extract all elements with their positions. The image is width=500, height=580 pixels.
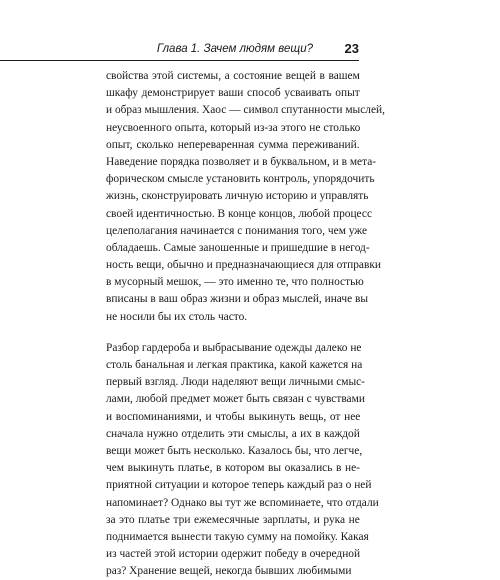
text-line: шкафу демонстрирует ваши способ усваивать опыт	[106, 87, 360, 100]
text-line: лами, любой предмет может быть связан с чувствами	[106, 393, 365, 406]
text-line: первый взгляд. Люди наделяют вещи личными смыс-	[106, 376, 365, 389]
text-line: вещи может быть несколько. Казалось бы, что легче,	[106, 444, 363, 457]
text-line: свойства этой системы, а состояние вещей в вашем	[106, 70, 360, 82]
text-line: Наведение порядка позволяет и в буквальном, и в мета-	[106, 155, 377, 168]
text-line: столь банальная и легкая практика, какой кажется на	[106, 359, 363, 371]
text-line: напоминает? Однако вы тут же вспоминаете, что отдали	[106, 496, 379, 509]
text-line: не носили бы их столь часто.	[106, 310, 248, 323]
text-line: и воспоминаниями, и чтобы выкинуть вещь, от нее	[106, 410, 361, 423]
running-header	[0, 38, 359, 61]
text-line: приятной ситуации и которое теперь каждый раз о ней	[106, 479, 372, 492]
text-line: сначала нужно отделить эти смыслы, а их в каждой	[106, 427, 360, 440]
text-line: неусвоенного опыта, который из-за этого не столько	[106, 121, 361, 134]
text-line: Разбор гардероба и выбрасывание одежды далеко не	[106, 341, 362, 354]
text-line: ность вещи, обычно и предназначающиеся для отправки	[106, 259, 381, 272]
chapter-title: Глава 1. Зачем людям вещи?	[156, 43, 313, 55]
text-line: чем выкинуть платье, в котором вы оказались в не-	[106, 462, 360, 475]
text-line: своей идентичностью. В конце концов, любой процесс	[106, 207, 373, 220]
text-line: за это платье три ежемесячные зарплаты, и рука не	[106, 513, 360, 526]
page-number: 23	[344, 41, 359, 56]
text-line: жизнь, сконструировать личную историю и управлять	[106, 190, 369, 203]
text-line: в мусорный мешок, — это именно те, что полностью	[106, 276, 364, 289]
text-line: форическом смысле установить контроль, упорядочить	[106, 173, 375, 186]
text-line: поднимается вынести такую сумму на помойку. Какая	[106, 530, 369, 543]
paragraph	[106, 340, 379, 580]
text-line: раз? Хранение вещей, некогда бывших любимыми	[106, 565, 352, 578]
paragraph	[106, 68, 385, 326]
body-text	[106, 68, 385, 580]
text-line: целеполагания начинается с понимания того, чем уже	[106, 224, 368, 237]
text-line: из частей этой истории одержит победу в очередной	[106, 548, 361, 561]
text-line: вписаны в ваш образ жизни и образ мыслей, иначе вы	[106, 293, 369, 306]
text-line: и образ мышления. Хаос — символ спутанности мыслей,	[106, 104, 385, 117]
text-line: опыт, сколько непереваренная сумма переживаний.	[106, 138, 360, 151]
text-line: обладаешь. Самые заношенные и пришедшие в негод-	[106, 241, 370, 254]
